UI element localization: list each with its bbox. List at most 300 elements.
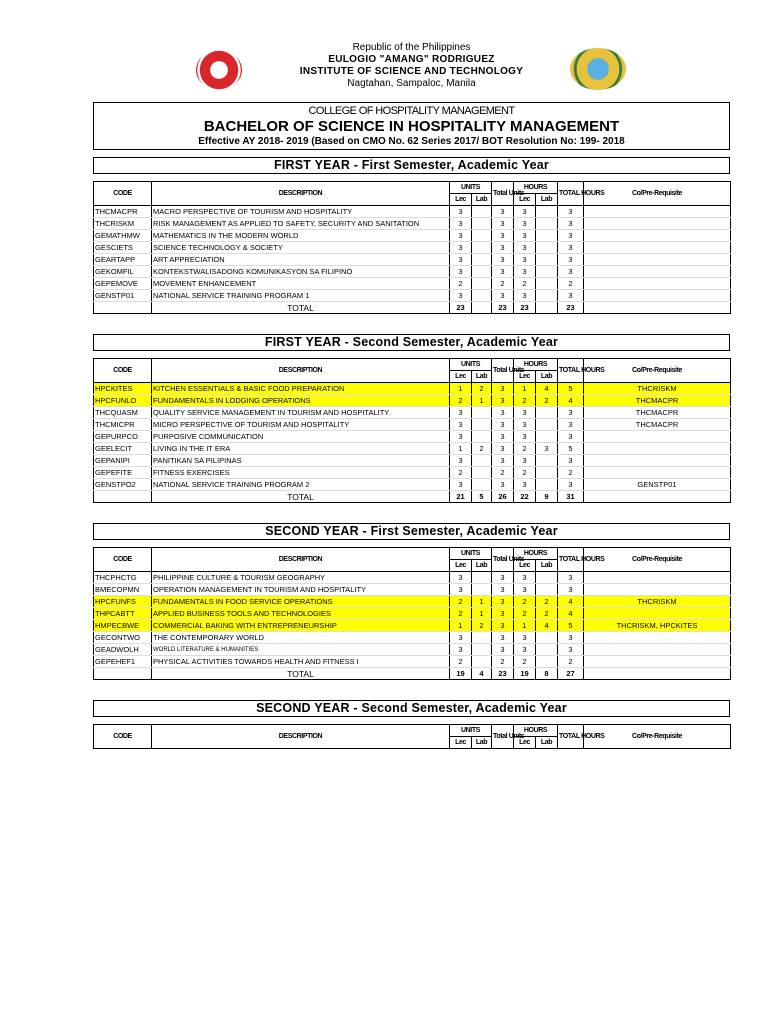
total-hours: 3 <box>558 242 584 254</box>
hours-lec: 3 <box>514 431 536 443</box>
institution-header <box>93 42 730 99</box>
units-lec: 2 <box>450 278 472 290</box>
units-header: UNITS <box>450 548 492 560</box>
prerequisite <box>584 230 731 242</box>
total-units: 3 <box>492 443 514 455</box>
units-lab-header: Lab <box>472 560 492 572</box>
hours-lec: 2 <box>514 278 536 290</box>
code-header: CODE <box>94 359 152 383</box>
course-row <box>94 266 731 278</box>
description-header: DESCRIPTION <box>152 359 450 383</box>
hours-lec: 3 <box>514 479 536 491</box>
course-row <box>94 419 731 431</box>
hours-lab <box>536 278 558 290</box>
prerequisite <box>584 608 731 620</box>
total-units: 3 <box>492 620 514 632</box>
total-hours: 3 <box>558 455 584 467</box>
units-lec: 1 <box>450 620 472 632</box>
total-units-lab: 4 <box>472 668 492 680</box>
units-lab: 1 <box>472 608 492 620</box>
prerequisite <box>584 218 731 230</box>
total-units: 3 <box>492 419 514 431</box>
course-description: FUNDAMENTALS IN FOOD SERVICE OPERATIONS <box>152 596 450 608</box>
total-hours-header: TOTAL HOURS <box>558 182 584 206</box>
total-hours: 3 <box>558 431 584 443</box>
total-units: 3 <box>492 572 514 584</box>
section-spacer <box>93 680 730 693</box>
total-units-header: Total Units <box>492 725 514 749</box>
units-lab: 1 <box>472 395 492 407</box>
total-units: 3 <box>492 242 514 254</box>
units-lab <box>472 632 492 644</box>
course-code: GEMATHMW <box>94 230 152 242</box>
hours-lab: 4 <box>536 383 558 395</box>
total-prerequisite <box>584 302 731 314</box>
units-lec: 2 <box>450 656 472 668</box>
course-code: GENSTPO2 <box>94 479 152 491</box>
total-units: 2 <box>492 278 514 290</box>
total-hours-lab <box>536 302 558 314</box>
hours-lec: 2 <box>514 443 536 455</box>
curriculum-table <box>93 358 731 503</box>
units-lec-header: Lec <box>450 371 472 383</box>
code-header: CODE <box>94 548 152 572</box>
units-lab-header: Lab <box>472 371 492 383</box>
units-lab <box>472 656 492 668</box>
course-row <box>94 656 731 668</box>
course-row <box>94 644 731 656</box>
section-spacer <box>93 503 730 516</box>
total-units-sum: 23 <box>492 302 514 314</box>
units-lab: 1 <box>472 596 492 608</box>
hours-lab <box>536 290 558 302</box>
prerequisite <box>584 443 731 455</box>
total-units: 3 <box>492 407 514 419</box>
total-hours: 3 <box>558 419 584 431</box>
hours-lab <box>536 467 558 479</box>
total-units-lec: 19 <box>450 668 472 680</box>
units-lec: 3 <box>450 479 472 491</box>
code-header: CODE <box>94 182 152 206</box>
units-lec: 2 <box>450 596 472 608</box>
institution-address: Nagtahan, Sampaloc, Manila <box>347 78 476 89</box>
course-description: WORLD LITERATURE & HUMANITIES <box>152 644 450 656</box>
units-lab <box>472 479 492 491</box>
course-description: COMMERCIAL BAKING WITH ENTREPRENEURSHIP <box>152 620 450 632</box>
prerequisite <box>584 644 731 656</box>
total-hours: 2 <box>558 467 584 479</box>
units-lab <box>472 431 492 443</box>
total-hours: 5 <box>558 383 584 395</box>
course-code: BMECOPMN <box>94 584 152 596</box>
hours-lab <box>536 266 558 278</box>
course-code: GEPEFITE <box>94 467 152 479</box>
course-description: RISK MANAGEMENT AS APPLIED TO SAFETY, SECURITY AND SANITATION <box>152 218 450 230</box>
hours-lab <box>536 206 558 218</box>
units-lec: 3 <box>450 632 472 644</box>
hours-lec: 2 <box>514 656 536 668</box>
units-lec: 1 <box>450 443 472 455</box>
hours-lab: 2 <box>536 395 558 407</box>
units-lab <box>472 206 492 218</box>
total-hours: 3 <box>558 254 584 266</box>
units-lec: 2 <box>450 608 472 620</box>
units-lec: 2 <box>450 467 472 479</box>
hours-lab <box>536 254 558 266</box>
total-hours-lec: 19 <box>514 668 536 680</box>
course-description: THE CONTEMPORARY WORLD <box>152 632 450 644</box>
prerequisite <box>584 278 731 290</box>
prerequisite-header: Co/Pre-Requisite <box>584 548 731 572</box>
prerequisite <box>584 206 731 218</box>
units-lec: 3 <box>450 254 472 266</box>
total-prerequisite <box>584 491 731 503</box>
hours-lec: 3 <box>514 644 536 656</box>
hours-lec: 3 <box>514 572 536 584</box>
total-row <box>94 668 731 680</box>
total-hours: 3 <box>558 290 584 302</box>
total-units: 3 <box>492 266 514 278</box>
total-hours-header: TOTAL HOURS <box>558 725 584 749</box>
section-spacer <box>93 314 730 327</box>
total-units: 3 <box>492 230 514 242</box>
units-lec: 3 <box>450 242 472 254</box>
hours-lec: 3 <box>514 290 536 302</box>
units-lab <box>472 419 492 431</box>
course-code: GEPEHEF1 <box>94 656 152 668</box>
units-lec-header: Lec <box>450 194 472 206</box>
total-label: TOTAL <box>152 668 450 680</box>
total-units: 3 <box>492 644 514 656</box>
total-hours: 2 <box>558 278 584 290</box>
hours-lec: 1 <box>514 383 536 395</box>
units-lab <box>472 644 492 656</box>
total-units: 3 <box>492 254 514 266</box>
units-lab <box>472 290 492 302</box>
units-lec: 2 <box>450 395 472 407</box>
units-lec: 3 <box>450 572 472 584</box>
total-hours: 3 <box>558 218 584 230</box>
course-code: THCRISKM <box>94 218 152 230</box>
hours-lab: 4 <box>536 620 558 632</box>
course-row <box>94 572 731 584</box>
course-row <box>94 467 731 479</box>
course-description: APPLIED BUSINESS TOOLS AND TECHNOLOGIES <box>152 608 450 620</box>
hours-lec-header: Lec <box>514 560 536 572</box>
total-hours: 5 <box>558 620 584 632</box>
prerequisite <box>584 431 731 443</box>
course-code: HPCFUNFS <box>94 596 152 608</box>
units-lec: 3 <box>450 266 472 278</box>
curriculum-table <box>93 547 731 680</box>
prerequisite <box>584 290 731 302</box>
course-code: THCPHCTG <box>94 572 152 584</box>
total-hours: 3 <box>558 584 584 596</box>
units-lec: 3 <box>450 206 472 218</box>
total-units: 2 <box>492 467 514 479</box>
total-units-header: Total Units <box>492 359 514 383</box>
hours-lec-header: Lec <box>514 737 536 749</box>
units-lec: 3 <box>450 230 472 242</box>
total-hours: 2 <box>558 656 584 668</box>
hours-lec: 3 <box>514 455 536 467</box>
total-hours: 4 <box>558 395 584 407</box>
hours-lab <box>536 455 558 467</box>
total-units: 3 <box>492 479 514 491</box>
course-row <box>94 290 731 302</box>
prerequisite: THCRISKM <box>584 383 731 395</box>
units-lab <box>472 242 492 254</box>
units-lec: 3 <box>450 407 472 419</box>
course-row <box>94 254 731 266</box>
hours-lab: 3 <box>536 443 558 455</box>
total-units: 3 <box>492 218 514 230</box>
course-description: KITCHEN ESSENTIALS & BASIC FOOD PREPARATION <box>152 383 450 395</box>
units-lab-header: Lab <box>472 194 492 206</box>
units-lab <box>472 407 492 419</box>
total-hours: 3 <box>558 206 584 218</box>
semester-title: SECOND YEAR - First Semester, Academic Year <box>93 523 730 540</box>
hours-lab <box>536 632 558 644</box>
total-units-sum: 26 <box>492 491 514 503</box>
units-lab: 2 <box>472 383 492 395</box>
course-code: THCMICPR <box>94 419 152 431</box>
total-hours-sum: 27 <box>558 668 584 680</box>
units-lab <box>472 467 492 479</box>
hours-lec: 3 <box>514 242 536 254</box>
course-description: MATHEMATICS IN THE MODERN WORLD <box>152 230 450 242</box>
total-units: 3 <box>492 632 514 644</box>
total-hours: 3 <box>558 479 584 491</box>
total-row <box>94 302 731 314</box>
course-code: GEELECIT <box>94 443 152 455</box>
hours-lec: 2 <box>514 467 536 479</box>
total-units-header: Total Units <box>492 548 514 572</box>
institution-name-1: EULOGIO "AMANG" RODRIGUEZ <box>328 54 495 65</box>
prerequisite <box>584 266 731 278</box>
units-lec: 3 <box>450 644 472 656</box>
course-row <box>94 278 731 290</box>
course-code: THCQUASM <box>94 407 152 419</box>
units-lec: 3 <box>450 455 472 467</box>
course-description: PHYSICAL ACTIVITIES TOWARDS HEALTH AND FITNESS I <box>152 656 450 668</box>
course-row <box>94 455 731 467</box>
course-row <box>94 596 731 608</box>
course-code: HMPECBWE <box>94 620 152 632</box>
course-row <box>94 584 731 596</box>
prerequisite-header: Co/Pre-Requisite <box>584 182 731 206</box>
total-units: 3 <box>492 584 514 596</box>
total-units: 3 <box>492 431 514 443</box>
total-label: TOTAL <box>152 302 450 314</box>
hours-lab <box>536 230 558 242</box>
total-hours-lec: 23 <box>514 302 536 314</box>
hours-lab-header: Lab <box>536 560 558 572</box>
total-units-header: Total Units <box>492 182 514 206</box>
units-header: UNITS <box>450 725 492 737</box>
total-prerequisite <box>584 668 731 680</box>
hours-lec: 3 <box>514 206 536 218</box>
hours-header: HOURS <box>514 548 558 560</box>
course-row <box>94 620 731 632</box>
program-title-box <box>93 102 730 150</box>
course-code: GEPANIPI <box>94 455 152 467</box>
total-hours: 4 <box>558 608 584 620</box>
course-code: HPCFUNLO <box>94 395 152 407</box>
prerequisite <box>584 632 731 644</box>
hours-lab <box>536 242 558 254</box>
units-lec: 3 <box>450 419 472 431</box>
total-spacer <box>94 668 152 680</box>
description-header: DESCRIPTION <box>152 182 450 206</box>
prerequisite <box>584 656 731 668</box>
units-lec: 1 <box>450 383 472 395</box>
course-description: FUNDAMENTALS IN LODGING OPERATIONS <box>152 395 450 407</box>
course-code: HPCKITES <box>94 383 152 395</box>
course-row <box>94 479 731 491</box>
hours-lec: 2 <box>514 395 536 407</box>
prerequisite <box>584 467 731 479</box>
total-hours: 3 <box>558 644 584 656</box>
description-header: DESCRIPTION <box>152 548 450 572</box>
course-row <box>94 218 731 230</box>
prerequisite: THCMACPR <box>584 395 731 407</box>
course-code: THCMACPR <box>94 206 152 218</box>
semester-list <box>93 157 730 749</box>
units-lec: 3 <box>450 218 472 230</box>
units-lec-header: Lec <box>450 560 472 572</box>
course-description: MACRO PERSPECTIVE OF TOURISM AND HOSPITALITY <box>152 206 450 218</box>
course-description: MOVEMENT ENHANCEMENT <box>152 278 450 290</box>
units-lab-header: Lab <box>472 737 492 749</box>
units-lab <box>472 218 492 230</box>
description-header: DESCRIPTION <box>152 725 450 749</box>
hours-lab: 2 <box>536 596 558 608</box>
units-lab <box>472 455 492 467</box>
course-code: GEARTAPP <box>94 254 152 266</box>
prerequisite <box>584 242 731 254</box>
university-seal-logo <box>570 48 626 90</box>
hours-lec: 2 <box>514 608 536 620</box>
course-code: GECONTWO <box>94 632 152 644</box>
total-hours-lab: 9 <box>536 491 558 503</box>
hours-lab <box>536 644 558 656</box>
units-lec: 3 <box>450 584 472 596</box>
prerequisite: GENSTP01 <box>584 479 731 491</box>
total-hours-lab: 8 <box>536 668 558 680</box>
hours-lec: 3 <box>514 407 536 419</box>
curriculum-table <box>93 181 731 314</box>
effectivity-note: Effective AY 2018- 2019 (Based on CMO No. 62 Series 2017/ BOT Resolution No: 199- 2018 <box>198 136 625 147</box>
republic-line: Republic of the Philippines <box>352 42 471 53</box>
course-description: SCIENCE TECHNOLOGY & SOCIETY <box>152 242 450 254</box>
course-description: MICRO PERSPECTIVE OF TOURISM AND HOSPITALITY <box>152 419 450 431</box>
hours-lec-header: Lec <box>514 194 536 206</box>
course-description: FITNESS EXERCISES <box>152 467 450 479</box>
semester-title: FIRST YEAR - First Semester, Academic Year <box>93 157 730 174</box>
hours-lec: 2 <box>514 596 536 608</box>
hours-lab <box>536 431 558 443</box>
total-units: 3 <box>492 395 514 407</box>
units-lec: 3 <box>450 290 472 302</box>
prerequisite <box>584 584 731 596</box>
units-lab: 2 <box>472 620 492 632</box>
course-code: THPCABTT <box>94 608 152 620</box>
curriculum-sheet <box>93 42 730 746</box>
hours-lab <box>536 419 558 431</box>
course-description: NATIONAL SERVICE TRAINING PROGRAM 2 <box>152 479 450 491</box>
total-units-lab: 5 <box>472 491 492 503</box>
course-description: ART APPRECIATION <box>152 254 450 266</box>
course-row <box>94 230 731 242</box>
units-header: UNITS <box>450 182 492 194</box>
total-hours: 3 <box>558 266 584 278</box>
hours-lab: 2 <box>536 608 558 620</box>
hours-lab-header: Lab <box>536 371 558 383</box>
total-units: 3 <box>492 383 514 395</box>
course-code: GEPURPCO <box>94 431 152 443</box>
course-row <box>94 632 731 644</box>
total-units: 3 <box>492 455 514 467</box>
hours-lec: 3 <box>514 254 536 266</box>
total-hours-header: TOTAL HOURS <box>558 548 584 572</box>
hours-lec: 1 <box>514 620 536 632</box>
total-units: 3 <box>492 290 514 302</box>
hours-lec: 3 <box>514 266 536 278</box>
prerequisite-header: Co/Pre-Requisite <box>584 725 731 749</box>
hours-lec: 3 <box>514 419 536 431</box>
total-hours: 4 <box>558 596 584 608</box>
prerequisite: THCRISKM <box>584 596 731 608</box>
course-description: KONTEKSTWALISADONG KOMUNIKASYON SA FILIPINO <box>152 266 450 278</box>
hours-header: HOURS <box>514 725 558 737</box>
total-units: 3 <box>492 596 514 608</box>
hours-lab <box>536 656 558 668</box>
hours-header: HOURS <box>514 182 558 194</box>
hours-lec: 3 <box>514 218 536 230</box>
units-lab <box>472 278 492 290</box>
total-units-lec: 23 <box>450 302 472 314</box>
total-units: 2 <box>492 656 514 668</box>
total-hours-lec: 22 <box>514 491 536 503</box>
units-lab <box>472 254 492 266</box>
code-header: CODE <box>94 725 152 749</box>
hours-lab <box>536 407 558 419</box>
total-hours: 3 <box>558 407 584 419</box>
total-units-sum: 23 <box>492 668 514 680</box>
total-units: 3 <box>492 608 514 620</box>
hours-lab <box>536 218 558 230</box>
course-description: PURPOSIVE COMMUNICATION <box>152 431 450 443</box>
hours-lec: 3 <box>514 584 536 596</box>
total-hours-sum: 31 <box>558 491 584 503</box>
total-hours-header: TOTAL HOURS <box>558 359 584 383</box>
course-description: OPERATION MANAGEMENT IN TOURISM AND HOSPITALITY <box>152 584 450 596</box>
hours-lab <box>536 479 558 491</box>
prerequisite: THCMACPR <box>584 419 731 431</box>
total-units-lec: 21 <box>450 491 472 503</box>
units-lab <box>472 572 492 584</box>
course-row <box>94 206 731 218</box>
units-lec-header: Lec <box>450 737 472 749</box>
course-description: QUALITY SERVICE MANAGEMENT IN TOURISM AND HOSPITALITY <box>152 407 450 419</box>
course-code: GENSTP01 <box>94 290 152 302</box>
course-description: PHILIPPINE CULTURE & TOURISM GEOGRAPHY <box>152 572 450 584</box>
course-code: GEADWOLH <box>94 644 152 656</box>
course-row <box>94 431 731 443</box>
hours-lec-header: Lec <box>514 371 536 383</box>
total-spacer <box>94 302 152 314</box>
